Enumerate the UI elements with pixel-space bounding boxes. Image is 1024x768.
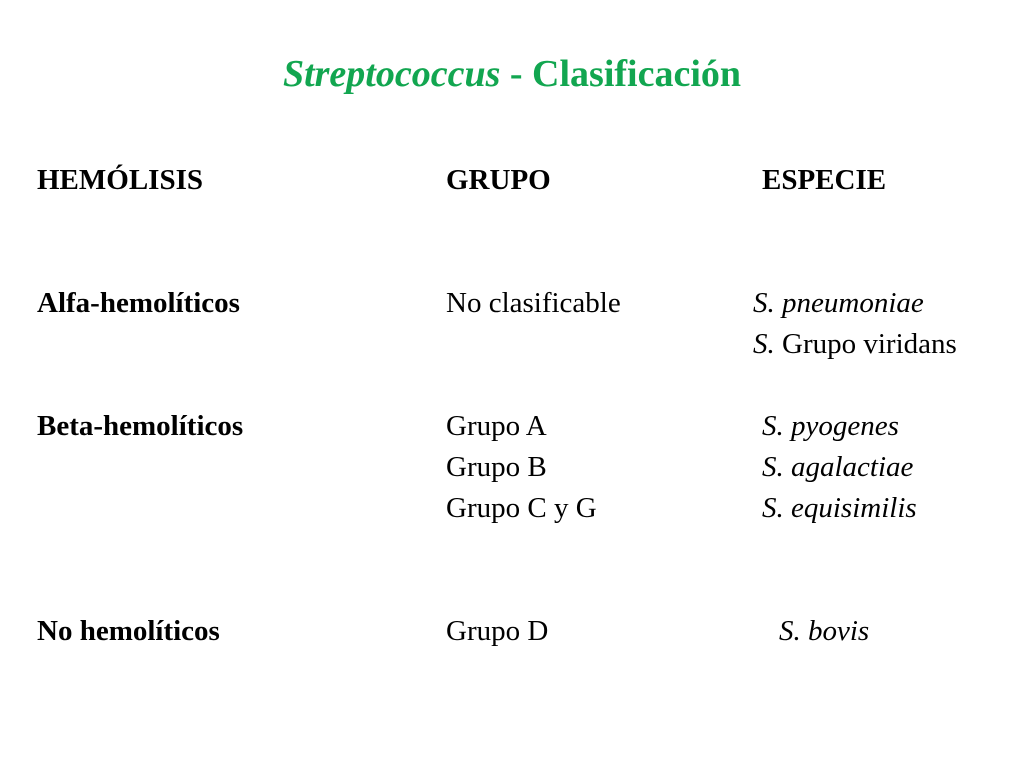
species-name: Grupo viridans — [774, 328, 957, 360]
species-name: equisimilis — [783, 492, 917, 524]
species-abbr: S. — [762, 492, 784, 524]
slide-title — [0, 48, 1024, 100]
species-name: pyogenes — [783, 410, 899, 442]
row-no-hemolysis: No hemolíticos — [37, 615, 220, 647]
header-especie: ESPECIE — [762, 164, 887, 196]
row-alfa-species-2 — [753, 324, 957, 365]
row-beta-group-3: Grupo C y G — [446, 492, 597, 524]
row-beta-group-1: Grupo A — [446, 410, 547, 442]
title-genus: Streptococcus — [282, 53, 501, 95]
species-abbr: S. — [762, 410, 784, 442]
species-abbr: S. — [753, 287, 775, 319]
species-name: pneumoniae — [774, 287, 924, 319]
species-name: bovis — [800, 615, 870, 647]
row-beta-species-2 — [762, 447, 913, 488]
header-grupo: GRUPO — [446, 164, 551, 196]
row-alfa-group-1: No clasificable — [446, 287, 621, 319]
row-beta-species-1 — [762, 406, 899, 447]
header-hemolisis: HEMÓLISIS — [37, 164, 203, 196]
row-alfa-hemolysis: Alfa-hemolíticos — [37, 287, 240, 319]
title-separator: - — [500, 53, 533, 95]
species-abbr: S. — [753, 328, 775, 360]
species-abbr: S. — [779, 615, 801, 647]
title-rest: Clasificación — [532, 53, 742, 95]
row-no-group-1: Grupo D — [446, 615, 549, 647]
row-no-species-1 — [779, 611, 869, 652]
row-beta-group-2: Grupo B — [446, 451, 547, 483]
species-abbr: S. — [762, 451, 784, 483]
row-beta-species-3 — [762, 488, 917, 529]
species-name: agalactiae — [783, 451, 914, 483]
row-alfa-species-1 — [753, 283, 924, 324]
row-beta-hemolysis: Beta-hemolíticos — [37, 410, 244, 442]
